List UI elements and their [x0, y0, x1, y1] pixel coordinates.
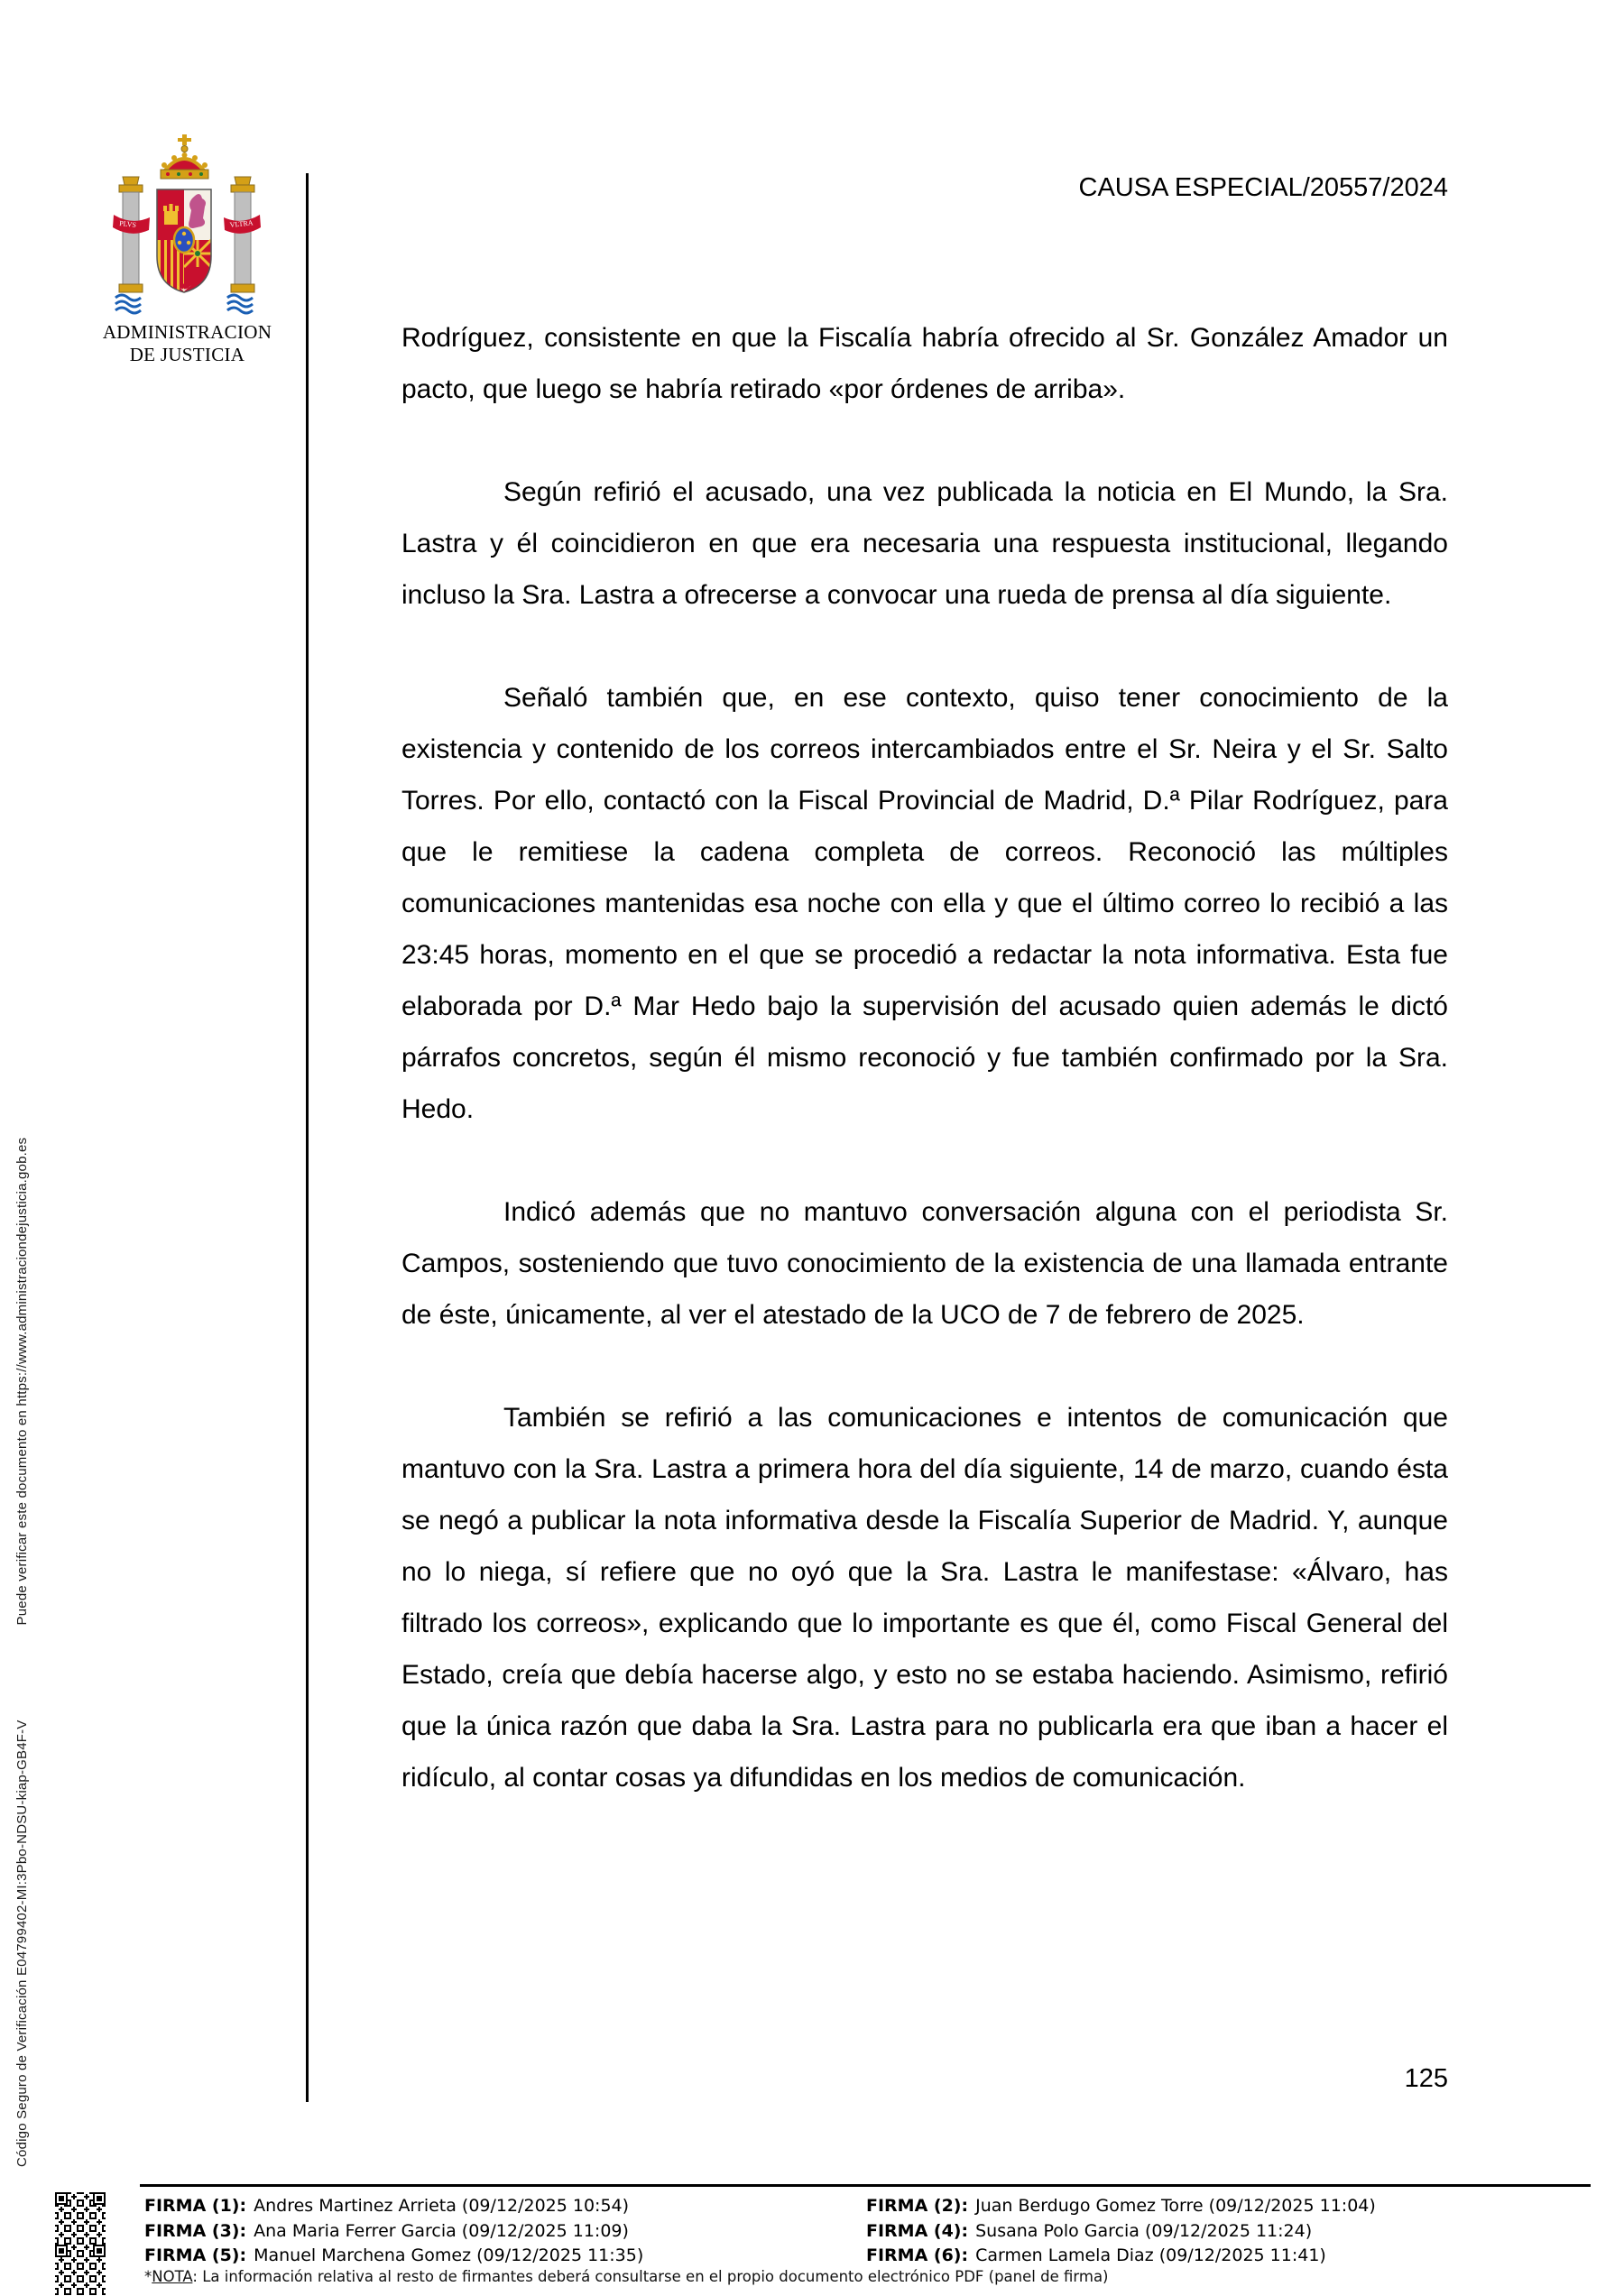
org-name-line2: DE JUSTICIA — [129, 344, 245, 365]
signature-value: Ana Maria Ferrer Garcia (09/12/2025 11:09) — [254, 2220, 629, 2241]
signature-label: FIRMA (3): — [144, 2220, 247, 2241]
paragraph-3: Señaló también que, en ese contexto, quiso tener conocimiento de la existencia y contenido de los correos intercambiados entre el Sr. Neira y el Sr. Salto Torres. Por ello, contactó con la Fiscal Provincial de Madrid, D.ª Pilar Rodríguez, para que le remitiese la cadena completa de correos. Reconoció las múltiples comunicaciones mantenidas esa noche con ella y que el último correo lo recibió a las 23:45 horas, momento en el que se procedió a redactar la nota informativa. Esta fue elaborada por D.ª Mar Hedo bajo la supervisión del acusado quien además le dictó párrafos concretos, según él mismo reconoció y fue también confirmado por la Sra. Hedo. — [401, 683, 1448, 1124]
org-name — [86, 321, 289, 366]
signature-label: FIRMA (4): — [866, 2220, 969, 2241]
paragraph-4: Indicó además que no mantuvo conversación alguna con el periodista Sr. Campos, sosteniendo que tuvo conocimiento de la existencia de una llamada entrante de éste, únicamente, al ver el atestado de la UCO de 7 de febrero de 2025. — [401, 1197, 1448, 1330]
signature-label: FIRMA (6): — [866, 2245, 969, 2265]
signature-note — [144, 2268, 1552, 2285]
signature-label: FIRMA (5): — [144, 2245, 247, 2265]
spain-coat-of-arms-icon — [110, 132, 263, 321]
signature-entry — [144, 2244, 643, 2269]
document-body — [401, 312, 1448, 1855]
note-text: : La información relativa al resto de firmantes deberá consultarse en el propio documento electrónico PDF (panel de firma) — [192, 2268, 1109, 2285]
motto-ultra: VLTRA — [229, 218, 254, 229]
csv-code: Código Seguro de Verificación E04799402-MI:3Pbo-NDSU-kiap-GB4F-V — [14, 1720, 30, 2167]
signature-entry — [866, 2244, 1376, 2269]
signature-value: Carmen Lamela Diaz (09/12/2025 11:41) — [975, 2245, 1326, 2265]
paragraph-2: Según refirió el acusado, una vez publicada la noticia en El Mundo, la Sra. Lastra y él coincidieron en que era necesaria una respuesta institucional, llegando incluso la Sra. Lastra a ofrecerse a convocar una rueda de prensa al día siguiente. — [401, 477, 1448, 610]
page-number: 125 — [1404, 2064, 1448, 2093]
csv-sidebar-text — [14, 1138, 31, 2167]
signature-column-left — [144, 2194, 643, 2269]
note-label: NOTA — [152, 2268, 193, 2285]
paragraph-1: Rodríguez, consistente en que la Fiscalía habría ofrecido al Sr. González Amador un pacto, que luego se habría retirado «por órdenes de arriba». — [401, 323, 1448, 404]
note-star: * — [144, 2268, 152, 2285]
footer-divider — [140, 2184, 1591, 2187]
motto-plus: PLVS — [118, 219, 137, 229]
signature-value: Susana Polo Garcia (09/12/2025 11:24) — [975, 2220, 1313, 2241]
qr-code-icon — [55, 2192, 106, 2295]
signature-column-right — [866, 2194, 1376, 2269]
vertical-divider — [306, 173, 309, 2102]
case-number: CAUSA ESPECIAL/20557/2024 — [1078, 173, 1448, 202]
signature-value: Juan Berdugo Gomez Torre (09/12/2025 11:04) — [975, 2196, 1376, 2216]
org-name-line1: ADMINISTRACION — [102, 321, 272, 343]
signature-value: Andres Martinez Arrieta (09/12/2025 10:54) — [254, 2196, 630, 2216]
signature-entry — [144, 2219, 643, 2245]
paragraph-5: También se refirió a las comunicaciones e intentos de comunicación que mantuvo con la Sra. Lastra a primera hora del día siguiente, 14 de marzo, cuando ésta se negó a publicar la nota informativa desde la Fiscalía Superior de Madrid. Y, aunque no lo niega, sí refiere que no oyó que la Sra. Lastra le manifestase: «Álvaro, has filtrado los correos», explicando que lo importante es que él, como Fiscal General del Estado, creía que debía hacerse algo, y esto no se estaba haciendo. Asimismo, refirió que la única razón que daba la Sra. Lastra para no publicarla era que iban a hacer el ridículo, al contar cosas ya difundidas en los medios de comunicación. — [401, 1403, 1448, 1793]
signature-value: Manuel Marchena Gomez (09/12/2025 11:35) — [254, 2245, 644, 2265]
signature-label: FIRMA (2): — [866, 2196, 969, 2216]
signature-entry — [866, 2194, 1376, 2219]
signature-entry — [144, 2194, 643, 2219]
signature-label: FIRMA (1): — [144, 2196, 247, 2216]
signature-entry — [866, 2219, 1376, 2245]
csv-verify-url: Puede verificar este documento en https://www.administraciondejusticia.gob.es — [14, 1137, 30, 1626]
